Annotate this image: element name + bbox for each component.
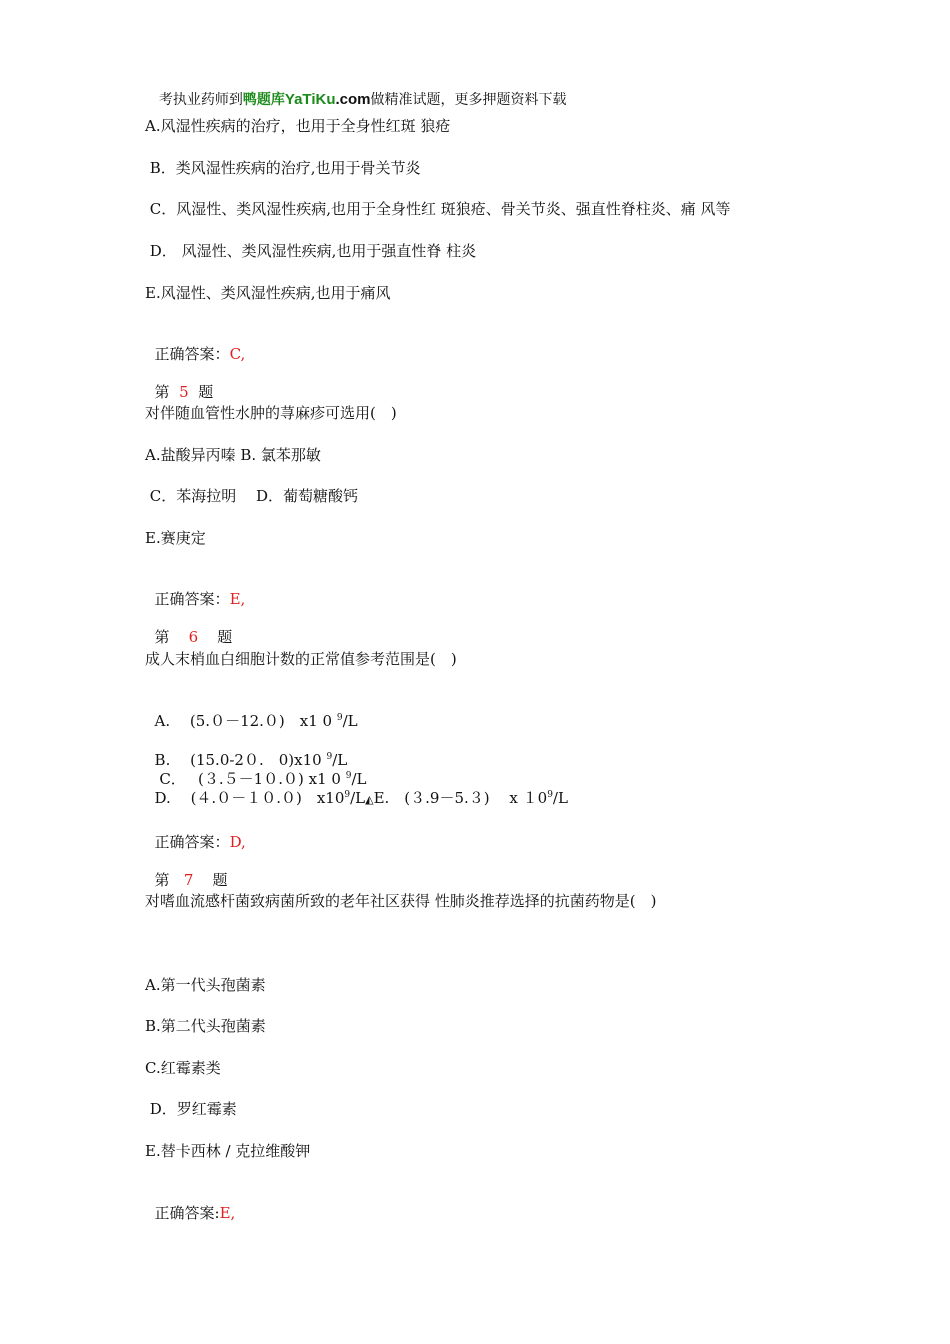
stray-mark-icon: ◭ [365, 793, 374, 806]
q7-option-e: E.替卡西林 / 克拉维酸钾 [145, 1142, 311, 1160]
q7-option-d: D．罗红霉素 [145, 1100, 237, 1118]
question-di: 第 [154, 871, 170, 889]
q4-option-b: B．类风湿性疾病的治疗,也用于骨关节炎 [145, 159, 421, 177]
q7-heading [145, 850, 228, 890]
page-header [150, 70, 567, 110]
answer-value: C, [229, 345, 246, 363]
q5-options-ab: A.盐酸异丙嗪 B. 氯苯那敏 [145, 446, 321, 464]
q4-option-e: E.风湿性、类风湿性疾病,也用于痛风 [145, 284, 391, 302]
option-text: A. (5.０－12.０) x1 0 [154, 712, 337, 730]
header-prefix: 考执业药师到 [158, 92, 243, 108]
q4-option-c: C．风湿性、类风湿性疾病,也用于全身性红 斑狼疮、骨关节炎、强直性脊柱炎、痛 风等 [145, 200, 731, 218]
header-suffix: 做精准试题，更多押题资料下载 [370, 92, 567, 108]
q4-option-a: A.风湿性疾病的治疗，也用于全身性红斑 狼疮 [145, 117, 451, 135]
q5-stem: 对伴随血管性水肿的荨麻疹可选用( ) [145, 404, 397, 422]
option-text: B. (15.0-2０. 0)x10 [154, 751, 327, 769]
q7-option-b: B.第二代头孢菌素 [145, 1017, 266, 1035]
answer-label: 正确答案： [154, 833, 230, 851]
question-number: 6 [188, 628, 199, 646]
question-number: 7 [183, 871, 194, 889]
brand-domain[interactable]: .com [335, 91, 371, 108]
brand-name-cn[interactable]: 鸭题库 [242, 92, 285, 108]
q5-option-e: E.赛庚定 [145, 529, 206, 547]
exponent: 9 [345, 771, 352, 781]
q7-answer [145, 1183, 235, 1223]
question-ti: 题 [212, 871, 228, 889]
option-text: D. (４.０－１０.０) x10 [154, 789, 345, 807]
question-ti: 题 [217, 628, 233, 646]
q6-answer [145, 812, 246, 852]
exponent: 9 [326, 752, 333, 762]
exponent: 9 [344, 790, 351, 800]
q7-stem: 对嗜血流感杆菌致病菌所致的老年社区获得 性肺炎推荐选择的抗菌药物是( ) [145, 892, 657, 910]
answer-label: 正确答案： [154, 590, 230, 608]
question-di: 第 [154, 383, 170, 401]
question-ti: 题 [198, 383, 214, 401]
question-number: 5 [179, 383, 189, 401]
answer-label: 正确答案： [154, 345, 230, 363]
q7-option-a: A.第一代头孢菌素 [145, 976, 266, 994]
option-unit: /L [350, 789, 366, 807]
answer-value: E, [219, 1204, 236, 1222]
q5-heading [145, 362, 213, 402]
option-text: E. (３.9－5.３) x １0 [373, 789, 548, 807]
option-unit: /L [351, 770, 367, 788]
option-unit: /L [342, 712, 358, 730]
option-unit: /L [552, 789, 568, 807]
option-text: C． (３.５－1０.０) x1 0 [154, 770, 346, 788]
q4-option-d: D． 风湿性、类风湿性疾病,也用于强直性脊 柱炎 [145, 242, 477, 260]
q6-option-a [145, 691, 358, 731]
brand-name-en[interactable]: YaTiKu [284, 91, 336, 108]
question-di: 第 [154, 628, 170, 646]
option-unit: /L [332, 751, 348, 769]
q6-stem: 成人末梢血白细胞计数的正常值参考范围是( ) [145, 650, 457, 668]
q6-heading [145, 607, 232, 647]
answer-value: D, [229, 833, 246, 851]
exponent: 9 [336, 713, 343, 723]
q5-answer [145, 569, 245, 609]
answer-label: 正确答案: [154, 1204, 220, 1222]
q7-option-c: C.红霉素类 [145, 1059, 221, 1077]
answer-value: E, [229, 590, 246, 608]
q4-answer [145, 324, 245, 364]
q5-options-cd: C．苯海拉明 D．葡萄糖酸钙 [145, 487, 359, 505]
exponent: 9 [547, 790, 553, 800]
q6-option-de [145, 771, 568, 809]
